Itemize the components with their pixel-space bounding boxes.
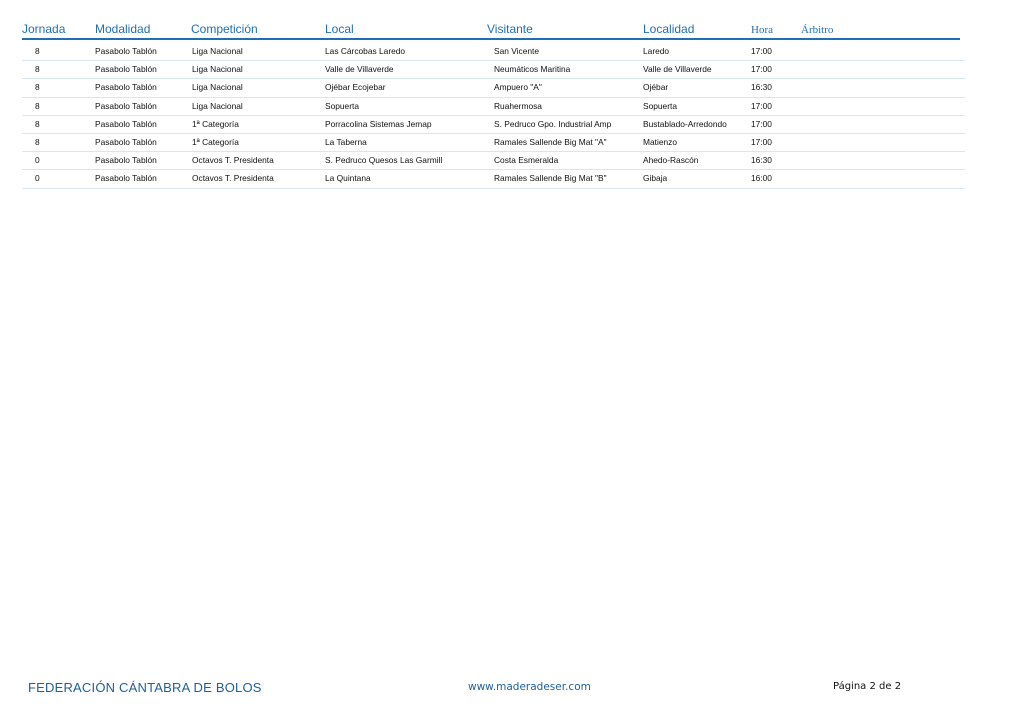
cell-visitante: Costa Esmeralda — [494, 155, 559, 166]
cell-modalidad: Pasabolo Tablón — [95, 118, 157, 129]
cell-competicion: Octavos T. Presidenta — [192, 155, 274, 166]
cell-hora: 17:00 — [751, 100, 772, 111]
table-row — [22, 61, 965, 79]
cell-competicion: 1ª Categoría — [192, 118, 239, 129]
cell-modalidad: Pasabolo Tablón — [95, 64, 157, 75]
cell-modalidad: Pasabolo Tablón — [95, 82, 157, 93]
cell-localidad: Ojébar — [643, 82, 669, 93]
cell-jornada: 8 — [35, 136, 40, 147]
cell-local: Valle de Villaverde — [325, 64, 394, 75]
cell-visitante: Ramales Sallende Big Mat "A" — [494, 136, 607, 147]
cell-localidad: Ahedo-Rascón — [643, 155, 699, 166]
header-local: Local — [325, 22, 354, 36]
cell-local: La Taberna — [325, 136, 367, 147]
cell-localidad: Valle de Villaverde — [643, 64, 712, 75]
cell-localidad: Matienzo — [643, 136, 677, 147]
cell-visitante: San Vicente — [494, 46, 540, 56]
footer-organization: FEDERACIÓN CÁNTABRA DE BOLOS — [28, 680, 262, 695]
cell-jornada: 8 — [35, 64, 40, 75]
cell-visitante: Ramales Sallende Big Mat "B" — [494, 173, 607, 184]
cell-localidad: Laredo — [643, 46, 670, 56]
cell-modalidad: Pasabolo Tablón — [95, 155, 157, 166]
cell-competicion: Liga Nacional — [192, 46, 243, 56]
cell-modalidad: Pasabolo Tablón — [95, 173, 157, 184]
cell-competicion: Liga Nacional — [192, 82, 243, 93]
cell-local: S. Pedruco Quesos Las Garmill — [325, 155, 443, 166]
cell-hora: 16:00 — [751, 173, 772, 184]
table-row — [22, 43, 965, 61]
cell-visitante: S. Pedruco Gpo. Industrial Amp — [494, 118, 612, 129]
header-jornada: Jornada — [22, 22, 66, 36]
cell-local: Ojébar Ecojebar — [325, 82, 386, 93]
cell-jornada: 8 — [35, 118, 40, 129]
cell-jornada: 8 — [35, 82, 40, 93]
cell-local: Las Cárcobas Laredo — [325, 46, 406, 56]
cell-competicion: Liga Nacional — [192, 64, 243, 75]
cell-competicion: 1ª Categoría — [192, 136, 239, 147]
header-arbitro: Árbitro — [801, 24, 834, 36]
cell-local: La Quintana — [325, 173, 371, 184]
cell-jornada: 8 — [35, 100, 40, 111]
table-row — [22, 98, 965, 116]
cell-localidad: Sopuerta — [643, 100, 677, 111]
cell-hora: 17:00 — [751, 64, 772, 75]
table-row — [22, 152, 965, 170]
header-hora: Hora — [751, 24, 773, 36]
cell-hora: 17:00 — [751, 118, 772, 129]
table-header — [22, 21, 960, 40]
cell-modalidad: Pasabolo Tablón — [95, 100, 157, 111]
table-row — [22, 134, 965, 152]
table-row — [22, 116, 965, 134]
cell-local: Porracolina Sistemas Jemap — [325, 118, 432, 129]
cell-localidad: Bustablado-Arredondo — [643, 118, 727, 129]
footer-website-link[interactable]: www.maderadeser.com — [468, 681, 591, 693]
cell-jornada: 0 — [35, 155, 40, 166]
table-row — [22, 79, 965, 97]
cell-competicion: Octavos T. Presidenta — [192, 173, 274, 184]
cell-local: Sopuerta — [325, 100, 359, 111]
cell-jornada: 8 — [35, 46, 40, 56]
table-body — [22, 43, 965, 189]
cell-hora: 17:00 — [751, 46, 772, 56]
cell-hora: 17:00 — [751, 136, 772, 147]
cell-localidad: Gibaja — [643, 173, 668, 184]
cell-modalidad: Pasabolo Tablón — [95, 46, 157, 56]
cell-visitante: Ampuero "A" — [494, 82, 542, 93]
cell-hora: 16:30 — [751, 155, 772, 166]
header-competicion: Competición — [191, 22, 258, 36]
header-localidad: Localidad — [643, 22, 695, 36]
cell-competicion: Liga Nacional — [192, 100, 243, 111]
cell-visitante: Ruahermosa — [494, 100, 542, 111]
cell-modalidad: Pasabolo Tablón — [95, 136, 157, 147]
header-modalidad: Modalidad — [95, 22, 151, 36]
cell-hora: 16:30 — [751, 82, 772, 93]
header-visitante: Visitante — [487, 22, 533, 36]
footer-page-number: Página 2 de 2 — [833, 681, 902, 692]
cell-visitante: Neumáticos Maritina — [494, 64, 571, 75]
cell-jornada: 0 — [35, 173, 40, 184]
table-row — [22, 170, 965, 188]
